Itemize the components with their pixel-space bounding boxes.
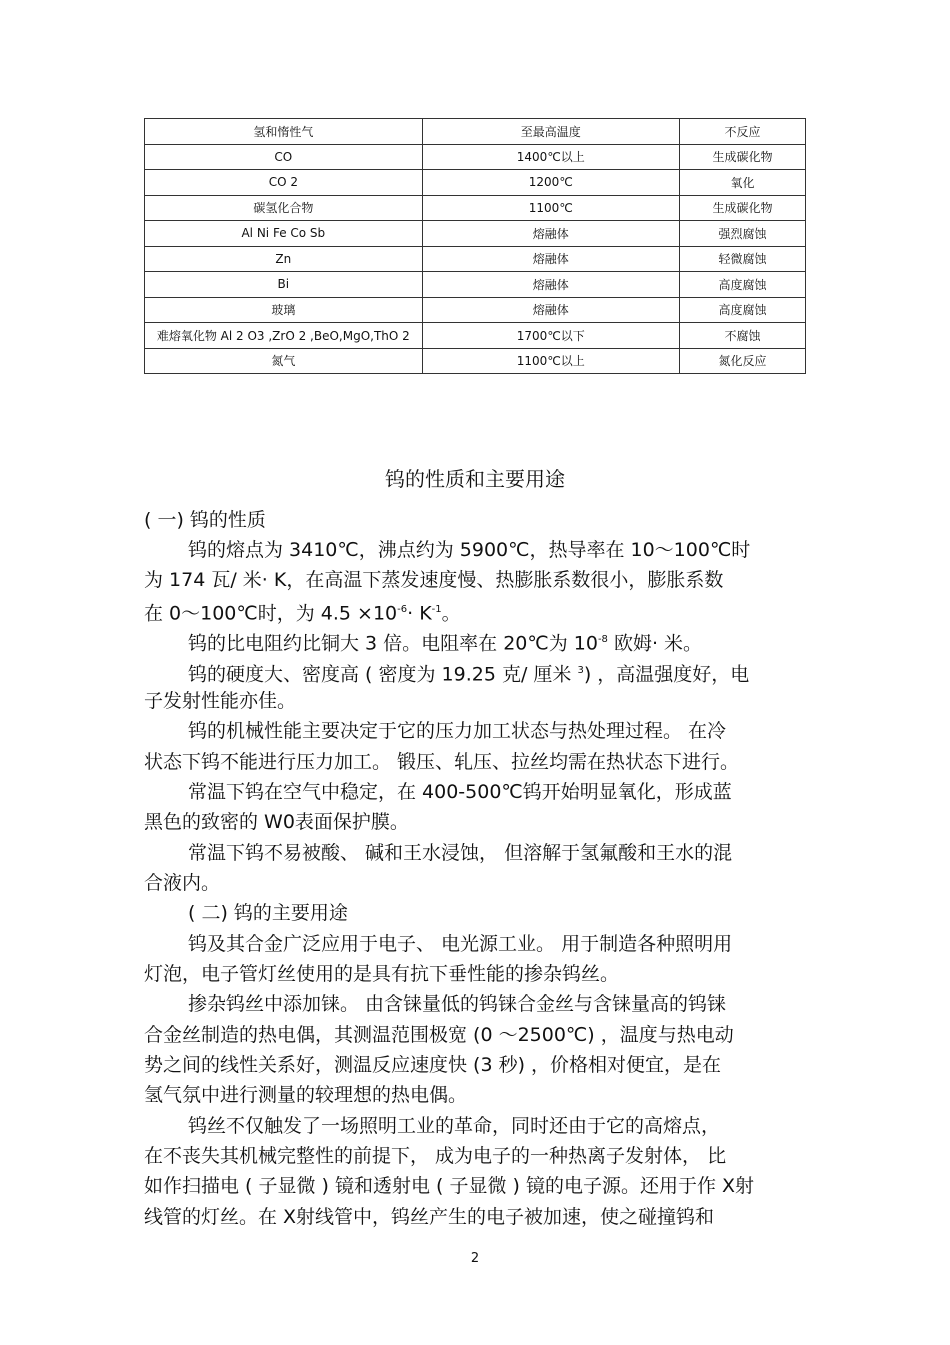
reaction-cell: 强烈腐蚀 [679, 221, 805, 247]
table-row [145, 246, 806, 272]
article-title: 钨的性质和主要用途 [385, 467, 565, 491]
paragraph-line: 灯泡，电子管灯丝使用的是具有抗下垂性能的掺杂钨丝。 [144, 963, 620, 985]
temperature-cell: 1100℃ [422, 195, 679, 221]
table-row [145, 119, 806, 145]
reaction-cell: 高度腐蚀 [679, 272, 805, 298]
paragraph-line: 势之间的线性关系好，测温反应速度快 (3 秒) ，价格相对便宜，是在 [144, 1054, 722, 1076]
table-row [145, 272, 806, 298]
table-row [145, 323, 806, 349]
substance-cell: 氢和惰性气 [145, 119, 423, 145]
temperature-cell: 至最高温度 [422, 119, 679, 145]
reaction-cell: 不腐蚀 [679, 323, 805, 349]
substance-cell: Bi [145, 272, 423, 298]
substance-cell: CO 2 [145, 170, 423, 196]
table-row [145, 170, 806, 196]
paragraph-line: 线管的灯丝。在 X射线管中，钨丝产生的电子被加速，使之碰撞钨和 [144, 1206, 715, 1228]
table-row [145, 144, 806, 170]
table-row [145, 195, 806, 221]
substance-cell: 玻璃 [145, 297, 423, 323]
paragraph-line: 钨的比电阻约比铜大 3 倍。电阻率在 20℃为 $10^{-8}$ 欧姆· 米。 [188, 632, 703, 655]
paragraph-line: 氢气氛中进行测量的较理想的热电偶。 [144, 1084, 468, 1106]
paragraph-line: 常温下钨不易被酸、 碱和王水浸蚀， 但溶解于氢氟酸和王水的混 [188, 842, 733, 864]
paragraph-line: 掺杂钨丝中添加铼。 由含铼量低的钨铼合金丝与含铼量高的钨铼 [188, 993, 727, 1015]
reaction-cell: 轻微腐蚀 [679, 246, 805, 272]
temperature-cell: 1100℃以上 [422, 348, 679, 374]
section-heading-properties: ( 一) 钨的性质 [144, 509, 266, 531]
temperature-cell: 1200℃ [422, 170, 679, 196]
paragraph-line: 钨及其合金广泛应用于电子、 电光源工业。 用于制造各种照明用 [188, 933, 733, 955]
temperature-cell: 1400℃以上 [422, 144, 679, 170]
page-number: 2 [470, 1251, 480, 1266]
substance-cell: 氮气 [145, 348, 423, 374]
table-row [145, 297, 806, 323]
paragraph-line: 合液内。 [144, 872, 221, 894]
paragraph-line: 子发射性能亦佳。 [144, 690, 297, 712]
paragraph-line: 如作扫描电 ( 子显微 ) 镜和透射电 ( 子显微 ) 镜的电子源。还用于作 X射 [144, 1175, 755, 1197]
substance-cell: 难熔氧化物 Al 2 O3 ,ZrO 2 ,BeO,MgO,ThO 2 [145, 323, 423, 349]
temperature-cell: 1700℃以下 [422, 323, 679, 349]
temperature-cell: 熔融体 [422, 246, 679, 272]
substance-cell: 碳氢化合物 [145, 195, 423, 221]
paragraph-line: 常温下钨在空气中稳定，在 400-500℃钨开始明显氧化，形成蓝 [188, 781, 732, 803]
paragraph-line: 钨的硬度大、密度高 ( 密度为 19.25 克/ 厘米 $^3$) ，高温强度好，电 [188, 663, 750, 686]
temperature-cell: 熔融体 [422, 272, 679, 298]
section-heading-uses: ( 二) 钨的主要用途 [188, 902, 348, 924]
paragraph-line: 合金丝制造的热电偶，其测温范围极宽 (0 ～2500℃) ，温度与热电动 [144, 1024, 734, 1046]
reaction-cell: 高度腐蚀 [679, 297, 805, 323]
reaction-cell: 生成碳化物 [679, 195, 805, 221]
table-row [145, 221, 806, 247]
reaction-cell: 不反应 [679, 119, 805, 145]
temperature-cell: 熔融体 [422, 221, 679, 247]
reaction-cell: 生成碳化物 [679, 144, 805, 170]
reaction-table [144, 118, 806, 374]
paragraph-line: 黑色的致密的 W0表面保护膜。 [144, 811, 409, 833]
reaction-cell: 氮化反应 [679, 348, 805, 374]
substance-cell: CO [145, 144, 423, 170]
paragraph-line: 钨的熔点为 3410℃，沸点约为 5900℃，热导率在 10～100℃时 [188, 539, 751, 561]
paragraph-line: 状态下钨不能进行压力加工。 锻压、轧压、拉丝均需在热状态下进行。 [144, 751, 740, 773]
paragraph-line: 为 174 瓦/ 米· K，在高温下蒸发速度慢、热膨胀系数很小，膨胀系数 [144, 569, 724, 591]
substance-cell: Al Ni Fe Co Sb [145, 221, 423, 247]
paragraph-line: 在不丧失其机械完整性的前提下， 成为电子的一种热离子发射体， 比 [144, 1145, 727, 1167]
paragraph-line: 在 0～100℃时，为 $4.5 \times 10^{-6}\cdot K^{-1}$。 [144, 602, 461, 625]
temperature-cell: 熔融体 [422, 297, 679, 323]
reaction-cell: 氧化 [679, 170, 805, 196]
paragraph-line: 钨的机械性能主要决定于它的压力加工状态与热处理过程。 在冷 [188, 720, 727, 742]
paragraph-line: 钨丝不仅触发了一场照明工业的革命，同时还由于它的高熔点， [188, 1115, 721, 1137]
table-row [145, 348, 806, 374]
substance-cell: Zn [145, 246, 423, 272]
